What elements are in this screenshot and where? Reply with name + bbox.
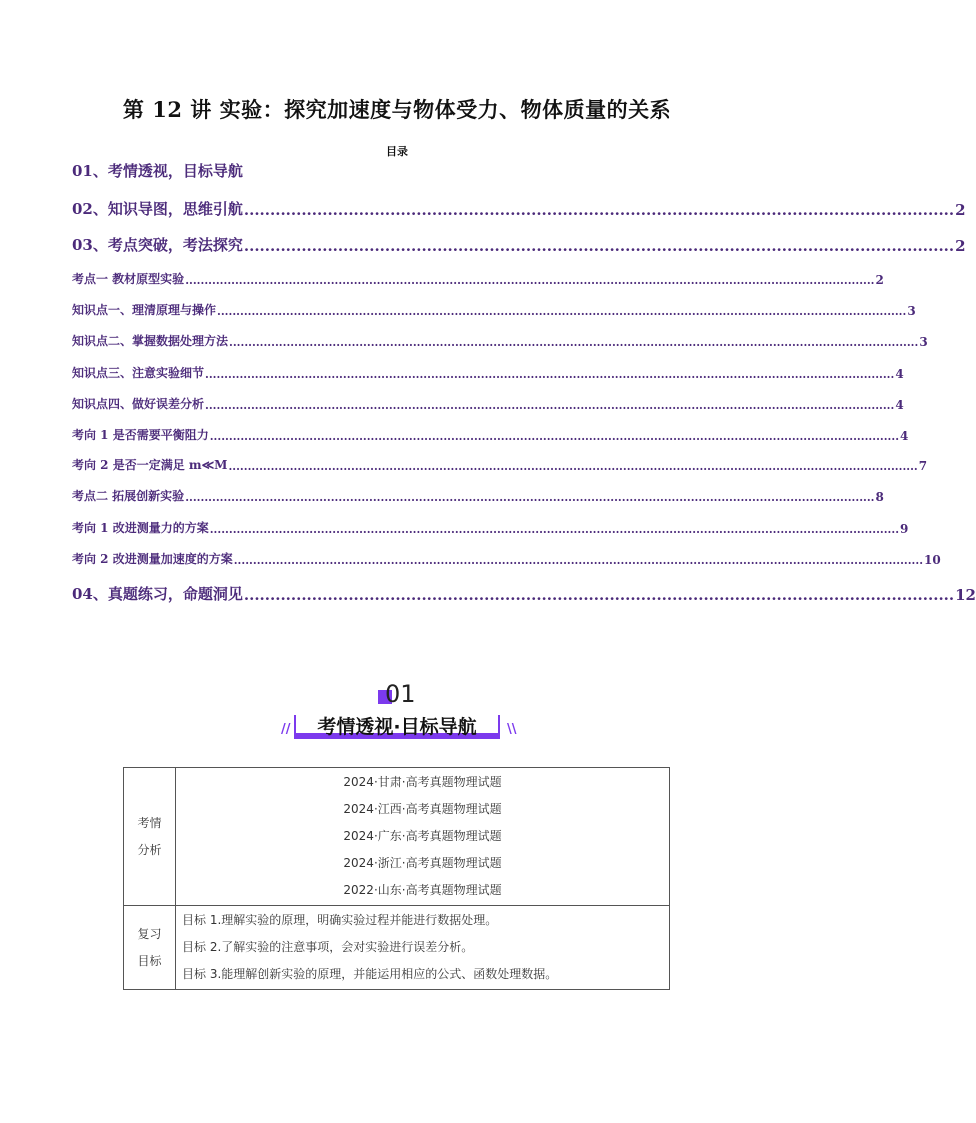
toc-entry[interactable]	[72, 426, 909, 443]
toc-leader: ....................................................................................................................................................................................	[229, 336, 919, 349]
goal-item: 目标 2.了解实验的注意事项，会对实验进行误差分析。	[182, 940, 474, 954]
toc-entry-label: 知识点一、理清原理与操作	[72, 303, 217, 317]
exam-item: 2024·甘肃·高考真题物理试题	[343, 775, 502, 789]
exam-item: 2024·江西·高考真题物理试题	[343, 802, 502, 816]
toc-entry-page: 10	[924, 553, 941, 567]
toc-leader: ....................................................................................................................................................................................	[205, 399, 895, 412]
goal-list-cell	[176, 906, 670, 990]
exam-list-cell	[176, 768, 670, 906]
toc-entry-page: 2	[875, 273, 884, 287]
toc-entry[interactable]	[72, 395, 904, 412]
toc-entry-page: 4	[895, 367, 904, 381]
toc-entry-label: 考向 1 改进测量力的方案	[72, 521, 209, 535]
table-row	[124, 906, 670, 990]
toc-entry-page: 4	[895, 398, 904, 412]
toc-entry-label: 知识点三、注意实验细节	[72, 366, 205, 380]
section-banner-title: 考情透视·目标导航	[317, 716, 477, 738]
exam-item: 2024·浙江·高考真题物理试题	[343, 856, 502, 870]
toc-leader: ....................................................................................................................................................................................	[228, 460, 918, 473]
toc-entry-page: 9	[900, 522, 909, 536]
toc-entry-label: 04、真题练习，命题洞见	[72, 585, 243, 603]
exam-item: 2022·山东·高考真题物理试题	[343, 883, 502, 897]
toc-entry-page: 7	[918, 459, 928, 473]
toc-entry[interactable]	[72, 364, 904, 381]
toc-leader: ....................................................................................................................................................................................	[205, 368, 895, 381]
row-key-cell	[124, 906, 176, 990]
toc-heading: 目录	[386, 145, 408, 158]
toc-leader: ....................................................................................................................................................................................	[233, 554, 924, 567]
toc-entry-label: 01、考情透视，目标导航	[72, 162, 243, 180]
toc-entry-label: 考点一 教材原型实验	[72, 272, 185, 286]
toc-entry-label: 知识点四、做好误差分析	[72, 397, 205, 411]
toc-entry[interactable]	[72, 487, 884, 504]
toc-entry-page: 2	[955, 201, 966, 219]
table-row	[124, 768, 670, 906]
exam-analysis-table	[123, 767, 670, 990]
section-number: 01	[385, 680, 416, 708]
row-key-line: 目标	[137, 953, 162, 968]
toc-entry-label: 知识点二、掌握数据处理方法	[72, 334, 229, 348]
toc-entry[interactable]	[72, 160, 722, 181]
page-title: 第 12 讲 实验：探究加速度与物体受力、物体质量的关系	[122, 97, 672, 122]
toc-entry[interactable]	[72, 332, 928, 349]
banner-slash-right: \\	[507, 722, 517, 737]
toc-leader: ........................................................................................................................................	[243, 201, 955, 219]
toc-entry[interactable]	[72, 519, 909, 536]
exam-item: 2024·广东·高考真题物理试题	[343, 829, 502, 843]
toc-entry[interactable]	[72, 456, 928, 473]
toc-entry-page: 12	[955, 586, 976, 604]
toc-entry[interactable]	[72, 301, 916, 318]
toc-entry-page: 4	[900, 429, 909, 443]
row-key-line: 复习	[137, 926, 162, 941]
toc-leader: ....................................................................................................................................................................................	[209, 430, 900, 443]
toc-entry-label: 考向 1 是否需要平衡阻力	[72, 428, 209, 442]
toc-entry-label: 考向 2 是否一定满足 m≪M	[72, 458, 228, 472]
toc-leader: ....................................................................................................................................................................................	[185, 274, 875, 287]
toc-entry[interactable]	[72, 550, 941, 567]
toc-entry[interactable]	[72, 234, 966, 255]
toc-entry-page: 2	[955, 237, 966, 255]
toc-leader: ........................................................................................................................................	[243, 586, 955, 604]
toc-leader: ........................................................................................................................................	[243, 237, 955, 255]
row-key-line: 考情	[137, 815, 162, 830]
toc-leader: ....................................................................................................................................................................................	[209, 523, 900, 536]
toc-entry-label: 考向 2 改进测量加速度的方案	[72, 552, 233, 566]
toc-entry-label: 02、知识导图，思维引航	[72, 200, 243, 218]
toc-entry[interactable]	[72, 270, 884, 287]
row-key-cell	[124, 768, 176, 906]
goal-item: 目标 3.能理解创新实验的原理，并能运用相应的公式、函数处理数据。	[182, 967, 558, 981]
toc-entry[interactable]	[72, 198, 966, 219]
toc-leader: ....................................................................................................................................................................................	[185, 491, 875, 504]
banner-slash-left: //	[281, 722, 291, 737]
toc-entry-label: 考点二 拓展创新实验	[72, 489, 185, 503]
toc-entry-page: 3	[907, 304, 916, 318]
goal-item: 目标 1.理解实验的原理，明确实验过程并能进行数据处理。	[182, 913, 498, 927]
toc-entry-label: 03、考点突破，考法探究	[72, 236, 243, 254]
toc-entry-page: 3	[919, 335, 928, 349]
toc-leader: ....................................................................................................................................................................................	[217, 305, 907, 318]
toc-entry[interactable]	[72, 583, 976, 604]
row-key-line: 分析	[137, 842, 162, 857]
toc-entry-page: 8	[875, 490, 884, 504]
